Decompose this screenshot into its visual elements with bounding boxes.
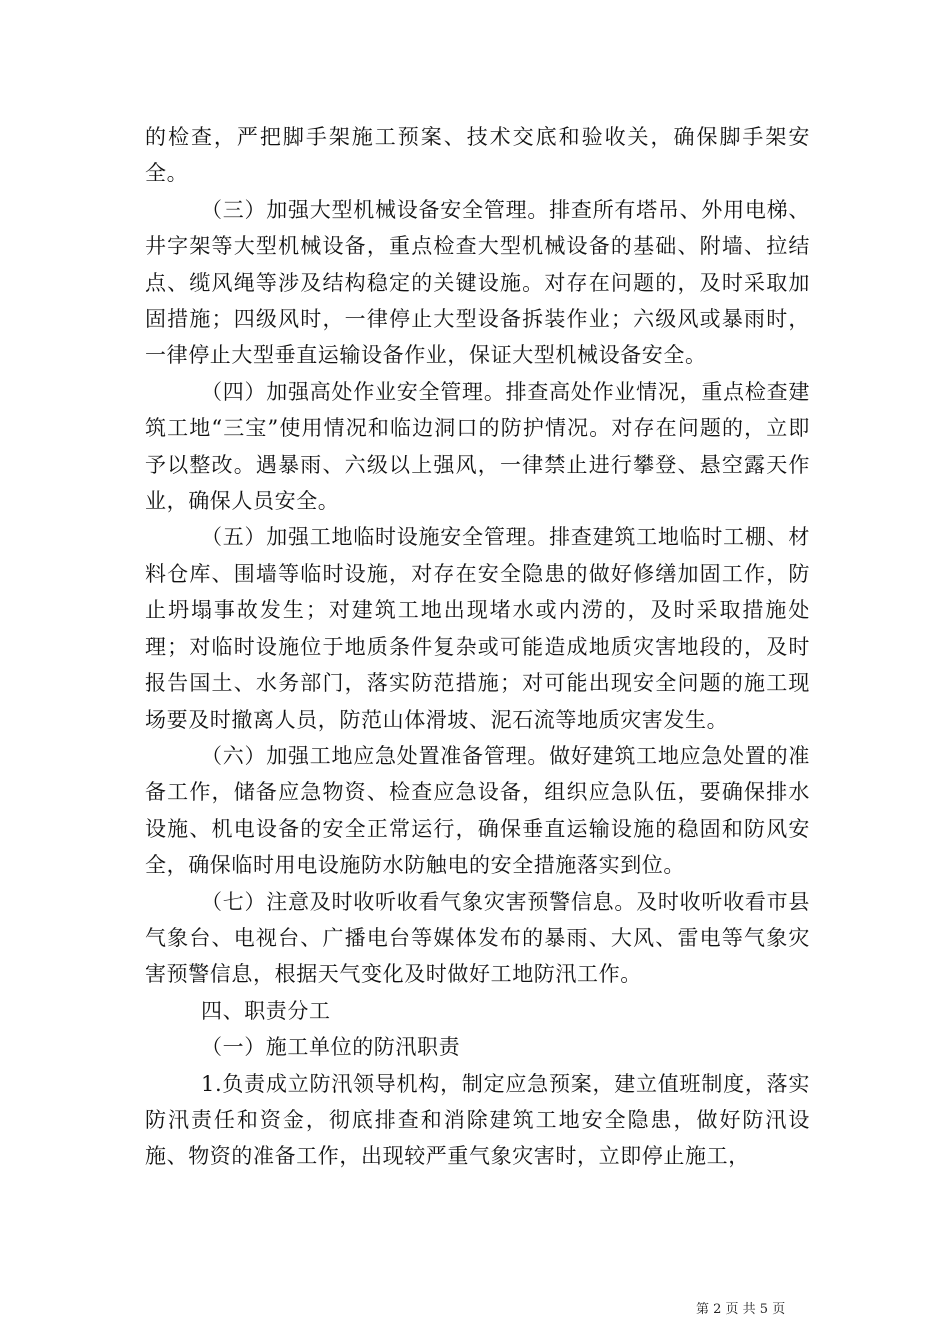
page-number-footer: 第 2 页 共 5 页 [696,1302,786,1317]
paragraph-weather-warnings: （七）注意及时收听收看气象灾害预警信息。及时收听收看市县气象台、电视台、广播电台等媒体发布的暴雨、大风、雷电等气象灾害预警信息，根据天气变化及时做好工地防汛工作。 [145,889,810,987]
paragraph-high-altitude-work: （四）加强高处作业安全管理。排查高处作业情况，重点检查建筑工地“三宝”使用情况和临边洞口的防护情况。对存在问题的，立即予以整改。遇暴雨、六级以上强风，一律禁止进行攀登、悬空露天作业，确保人员安全。 [145,379,810,514]
paragraph-emergency-preparation: （六）加强工地应急处置准备管理。做好建筑工地应急处置的准备工作，储备应急物资、检查应急设备，组织应急队伍，要确保排水设施、机电设备的安全正常运行，确保垂直运输设施的稳固和防风安全，确保临时用电设施防水防触电的安全措施落实到位。 [145,743,810,878]
paragraph-continuation: 的检查，严把脚手架施工预案、技术交底和验收关，确保脚手架安全。 [145,125,810,186]
subsection-heading-construction-unit: （一）施工单位的防汛职责 [201,1035,461,1060]
paragraph-temporary-facilities: （五）加强工地临时设施安全管理。排查建筑工地临时工棚、材料仓库、围墙等临时设施，对存在安全隐患的做好修缮加固工作，防止坍塌事故发生；对建筑工地出现堵水或内涝的，及时采取措施处理；对临时设施位于地质条件复杂或可能造成地质灾害地段的，及时报告国土、水务部门，落实防范措施；对可能出现安全问题的施工现场要及时撤离人员，防范山体滑坡、泥石流等地质灾害发生。 [145,525,810,732]
paragraph-large-machinery: （三）加强大型机械设备安全管理。排查所有塔吊、外用电梯、井字架等大型机械设备，重点检查大型机械设备的基础、附墙、拉结点、缆风绳等涉及结构稳定的关键设施。对存在问题的，及时采取加固措施；四级风时，一律停止大型设备拆装作业；六级风或暴雨时，一律停止大型垂直运输设备作业，保证大型机械设备安全。 [145,197,810,368]
document-body [145,119,810,1175]
section-heading-responsibilities: 四、职责分工 [201,998,331,1023]
paragraph-item-1: 1.负责成立防汛领导机构，制定应急预案，建立值班制度，落实防汛责任和资金，彻底排查和消除建筑工地安全隐患，做好防汛设施、物资的准备工作，出现较严重气象灾害时，立即停止施工， [145,1071,810,1169]
